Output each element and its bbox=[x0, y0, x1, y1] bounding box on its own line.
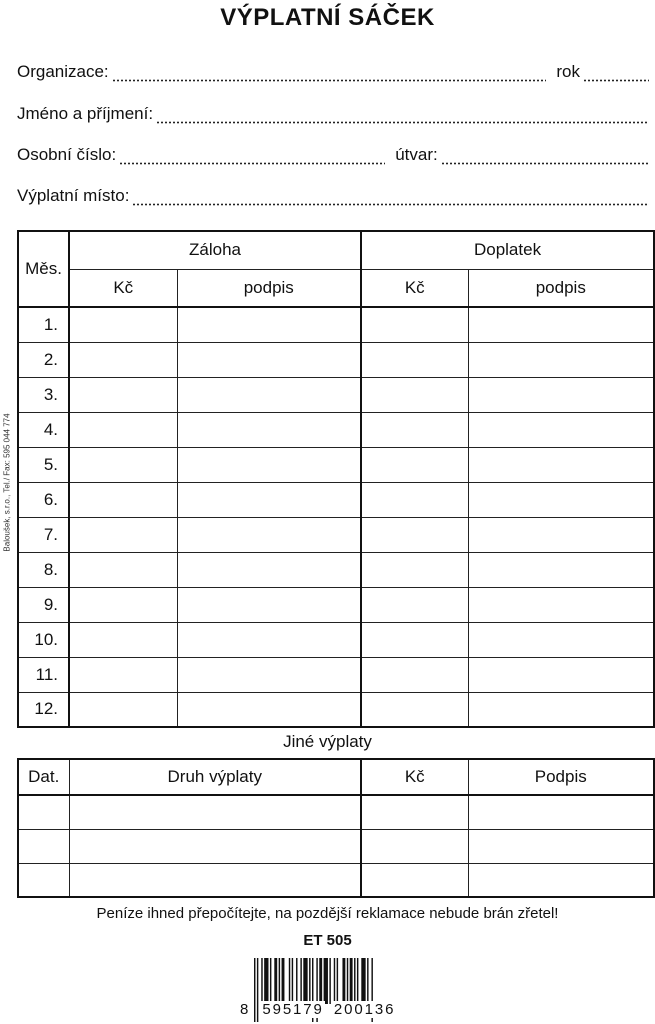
supplement-signature-cell[interactable] bbox=[468, 552, 654, 587]
table-row bbox=[18, 377, 654, 412]
date-header: Dat. bbox=[18, 759, 69, 795]
month-number: 1. bbox=[18, 307, 69, 342]
month-header: Měs. bbox=[18, 231, 69, 307]
barcode-bar bbox=[296, 958, 297, 1004]
table-row bbox=[18, 622, 654, 657]
barcode-bar bbox=[347, 958, 348, 1004]
supplement-kc-cell[interactable] bbox=[361, 657, 468, 692]
barcode-first-digit: 8 bbox=[240, 1001, 251, 1018]
advance-signature-cell[interactable] bbox=[177, 587, 361, 622]
advance-kc-cell[interactable] bbox=[69, 482, 177, 517]
table-row bbox=[18, 447, 654, 482]
department-label: útvar: bbox=[395, 145, 438, 164]
kind-header: Druh výplaty bbox=[69, 759, 361, 795]
barcode-bar bbox=[337, 958, 338, 1004]
supplement-kc-cell[interactable] bbox=[361, 622, 468, 657]
kc-cell[interactable] bbox=[361, 795, 468, 829]
month-number: 6. bbox=[18, 482, 69, 517]
advance-signature-cell[interactable] bbox=[177, 657, 361, 692]
barcode-bar bbox=[274, 958, 277, 1004]
month-number: 2. bbox=[18, 342, 69, 377]
barcode-bar bbox=[264, 958, 268, 1004]
table-row bbox=[18, 412, 654, 447]
barcode-bar bbox=[282, 958, 285, 1004]
table-row bbox=[18, 482, 654, 517]
barcode-bar bbox=[342, 958, 345, 1004]
month-number: 3. bbox=[18, 377, 69, 412]
supplement-kc-cell[interactable] bbox=[361, 447, 468, 482]
supplement-kc-cell[interactable] bbox=[361, 307, 468, 342]
name-label: Jméno a příjmení: bbox=[17, 104, 154, 123]
form-title: VÝPLATNÍ SÁČEK bbox=[220, 4, 435, 31]
other-signature-header: Podpis bbox=[468, 759, 654, 795]
personal-number-row bbox=[17, 145, 653, 171]
table-row bbox=[18, 307, 654, 342]
barcode-bar bbox=[292, 958, 293, 1004]
advance-signature-cell[interactable] bbox=[177, 622, 361, 657]
kind-cell[interactable] bbox=[69, 863, 361, 897]
supplement-kc-cell[interactable] bbox=[361, 377, 468, 412]
advance-kc-cell[interactable] bbox=[69, 412, 177, 447]
barcode-bar bbox=[303, 958, 307, 1004]
supplement-kc-cell[interactable] bbox=[361, 412, 468, 447]
advance-signature-cell[interactable] bbox=[177, 482, 361, 517]
advance-kc-cell[interactable] bbox=[69, 377, 177, 412]
advance-kc-header: Kč bbox=[69, 269, 177, 307]
barcode-bar bbox=[361, 958, 365, 1004]
personal-number-field[interactable] bbox=[119, 162, 385, 165]
advance-signature-cell[interactable] bbox=[177, 307, 361, 342]
advance-signature-cell[interactable] bbox=[177, 377, 361, 412]
supplement-signature-cell[interactable] bbox=[468, 622, 654, 657]
supplement-signature-cell[interactable] bbox=[468, 517, 654, 552]
supplement-signature-cell[interactable] bbox=[468, 342, 654, 377]
publisher-text: Baloušek, s.r.o., Tel./ Fax: 595 044 774 bbox=[2, 413, 12, 552]
barcode-bar bbox=[334, 958, 335, 1004]
advance-kc-cell[interactable] bbox=[69, 342, 177, 377]
advance-signature-cell[interactable] bbox=[177, 552, 361, 587]
pay-place-row bbox=[17, 186, 653, 212]
month-number: 5. bbox=[18, 447, 69, 482]
barcode-bar bbox=[261, 958, 262, 1004]
table-row bbox=[18, 657, 654, 692]
table-row bbox=[18, 587, 654, 622]
barcode-left-group: 595179 bbox=[262, 1001, 324, 1018]
barcode-bar bbox=[270, 958, 271, 1004]
supplement-header: Doplatek bbox=[361, 231, 654, 269]
month-number: 12. bbox=[18, 692, 69, 727]
date-cell[interactable] bbox=[18, 863, 69, 897]
advance-signature-cell[interactable] bbox=[177, 342, 361, 377]
barcode-bar bbox=[329, 958, 330, 1004]
supplement-kc-cell[interactable] bbox=[361, 342, 468, 377]
month-number: 4. bbox=[18, 412, 69, 447]
pay-place-field[interactable] bbox=[132, 203, 649, 206]
advance-signature-cell[interactable] bbox=[177, 412, 361, 447]
supplement-kc-cell[interactable] bbox=[361, 587, 468, 622]
supplement-kc-header: Kč bbox=[361, 269, 468, 307]
date-cell[interactable] bbox=[18, 795, 69, 829]
supplement-kc-cell[interactable] bbox=[361, 552, 468, 587]
form-code: ET 505 bbox=[303, 932, 352, 949]
advance-kc-cell[interactable] bbox=[69, 447, 177, 482]
advance-header: Záloha bbox=[69, 231, 361, 269]
barcode-bar bbox=[279, 958, 280, 1004]
advance-kc-cell[interactable] bbox=[69, 517, 177, 552]
barcode-bar bbox=[357, 958, 358, 1004]
name-field[interactable] bbox=[156, 121, 649, 124]
supplement-signature-cell[interactable] bbox=[468, 657, 654, 692]
supplement-signature-header: podpis bbox=[468, 269, 654, 307]
kind-cell[interactable] bbox=[69, 829, 361, 863]
supplement-signature-cell[interactable] bbox=[468, 692, 654, 727]
supplement-kc-cell[interactable] bbox=[361, 692, 468, 727]
table-row bbox=[18, 552, 654, 587]
other-payments-caption: Jiné výplaty bbox=[283, 732, 372, 751]
signature-cell[interactable] bbox=[468, 863, 654, 897]
advance-kc-cell[interactable] bbox=[69, 307, 177, 342]
month-number: 7. bbox=[18, 517, 69, 552]
other-kc-header: Kč bbox=[361, 759, 468, 795]
year-label: rok bbox=[556, 62, 580, 81]
supplement-kc-cell[interactable] bbox=[361, 482, 468, 517]
kc-cell[interactable] bbox=[361, 829, 468, 863]
payments-table bbox=[17, 230, 655, 728]
supplement-signature-cell[interactable] bbox=[468, 377, 654, 412]
supplement-signature-cell[interactable] bbox=[468, 447, 654, 482]
supplement-signature-cell[interactable] bbox=[468, 412, 654, 447]
month-number: 10. bbox=[18, 622, 69, 657]
organization-field[interactable] bbox=[112, 79, 547, 82]
organization-label: Organizace: bbox=[17, 62, 109, 81]
month-number: 9. bbox=[18, 587, 69, 622]
barcode-right-group: 200136 bbox=[333, 1001, 396, 1018]
table-row bbox=[18, 342, 654, 377]
kind-cell[interactable] bbox=[69, 795, 361, 829]
month-number: 8. bbox=[18, 552, 69, 587]
supplement-signature-cell[interactable] bbox=[468, 307, 654, 342]
personal-number-label: Osobní číslo: bbox=[17, 145, 117, 164]
advance-kc-cell[interactable] bbox=[69, 622, 177, 657]
month-number: 11. bbox=[18, 657, 69, 692]
notice-text: Peníze ihned přepočítejte, na pozdější reklamace nebude brán zřetel! bbox=[96, 905, 559, 922]
pay-place-label: Výplatní místo: bbox=[17, 186, 130, 205]
barcode-bar bbox=[367, 958, 368, 1004]
advance-signature-cell[interactable] bbox=[177, 692, 361, 727]
advance-signature-cell[interactable] bbox=[177, 447, 361, 482]
barcode-bar bbox=[289, 958, 290, 1004]
supplement-signature-cell[interactable] bbox=[468, 482, 654, 517]
signature-cell[interactable] bbox=[468, 795, 654, 829]
name-row bbox=[17, 104, 653, 130]
barcode-bar bbox=[319, 958, 322, 1004]
advance-kc-cell[interactable] bbox=[69, 552, 177, 587]
advance-kc-cell[interactable] bbox=[69, 692, 177, 727]
advance-kc-cell[interactable] bbox=[69, 587, 177, 622]
table-row bbox=[18, 517, 654, 552]
barcode-bar bbox=[300, 958, 301, 1004]
other-payments-table bbox=[17, 758, 655, 898]
table-row bbox=[18, 863, 654, 897]
department-field[interactable] bbox=[441, 162, 649, 165]
barcode-bar bbox=[354, 958, 355, 1004]
advance-kc-cell[interactable] bbox=[69, 657, 177, 692]
organization-row bbox=[17, 62, 653, 88]
barcode-bar bbox=[324, 958, 328, 1004]
supplement-kc-cell[interactable] bbox=[361, 517, 468, 552]
table-row bbox=[18, 692, 654, 727]
signature-cell[interactable] bbox=[468, 829, 654, 863]
advance-signature-cell[interactable] bbox=[177, 517, 361, 552]
barcode-bar bbox=[309, 958, 310, 1004]
date-cell[interactable] bbox=[18, 829, 69, 863]
supplement-signature-cell[interactable] bbox=[468, 587, 654, 622]
table-row bbox=[18, 795, 654, 829]
advance-signature-header: podpis bbox=[177, 269, 361, 307]
table-row bbox=[18, 829, 654, 863]
barcode-number bbox=[239, 1001, 431, 1018]
kc-cell[interactable] bbox=[361, 863, 468, 897]
barcode-bar bbox=[350, 958, 353, 1004]
year-field[interactable] bbox=[583, 79, 649, 82]
